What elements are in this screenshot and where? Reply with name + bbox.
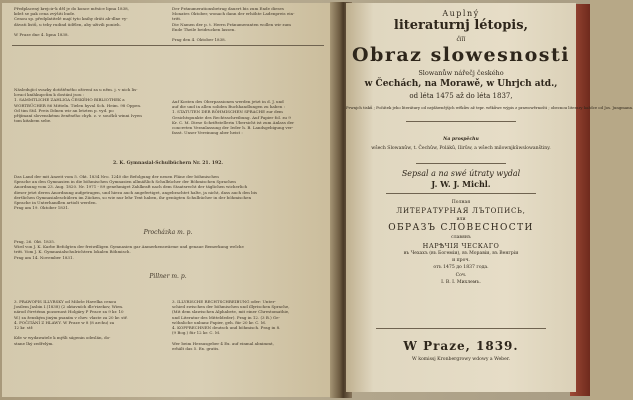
text-line: schied zwischen der böhmischen und illyrischen Sprache, (172, 304, 290, 310)
russian-dialect: НАРѢЧІЯ ЧЕСКАГО (422, 242, 500, 250)
text-line: Wird von J. K. Karbe Befolgten der freiwilligen Gymnasien gar Anmerkenswärme und genaue Bemerkung welche (14, 244, 244, 250)
russian-op: Соч. (455, 273, 467, 278)
divider (416, 163, 506, 164)
russian-author: I. В. I. Михлемъ. (441, 280, 481, 285)
text-line: kdež se pak cena zvýšiti bude. (14, 11, 76, 17)
title-years: od léta 1475 až do léta 1837, (409, 92, 513, 100)
printer: W komissj Kronbergrowy wdowy a Weber. (412, 357, 510, 362)
text-line: 1. STATUTEN DER BÖHMISCHEN SPRACHE zur dem (172, 109, 283, 115)
text-line: Prag am 19. Oktober 1831. (14, 205, 70, 211)
text-line: 4. KOPFRECHNEN deutsch und böhmisch. Prag in 8. (172, 325, 281, 331)
text-line: Anordnung vom 23. Aug. 1820. Nr. 1971 - 89 genehmiget Zahlkraft nach dem Staatsrecht der täglichen wicherlich (14, 184, 248, 190)
text-line: Monates Oktober, wonach dann der erhöhte Ladenpreis ein- (172, 11, 295, 17)
title-subtitle: Slowanůw nářečj českého (418, 69, 504, 77)
notice-top-right (172, 6, 322, 42)
prochazka-signature: Procházka m. p. (143, 229, 193, 236)
text-line: (Mit dem slawischen Alphabete, mit einer Chrestomathie, (172, 309, 290, 315)
text-line: dieser jetzt deren Anordnung aufgetragen, und hiezu auch angefertiget, angebrachtet halte, ja nicht, dass auch den bis (14, 189, 258, 195)
title-literary-chronicle: literaturnj létopis, (393, 18, 529, 33)
text-line: dávati listů, u teby rudind üdělen, aby uživili ponieh. (14, 21, 121, 27)
text-line: lovací knihkupcům k dostání jsou : (14, 92, 85, 98)
pillner-signature: Pillner m. p. (149, 273, 187, 280)
russian-or: или (456, 217, 466, 222)
divider (12, 45, 324, 46)
text-line: we wýpis z prawowěrnošti ; obecnou literary každce od Jos. Jungmann. (496, 105, 633, 110)
divider (376, 328, 546, 329)
text-line: W.) za ženským jiným psaním v chev. vlaste za 20 kr. stř. (14, 314, 128, 320)
author-name: J. W. J. Michl. (431, 179, 491, 189)
text-line: 3. ILLYRISCHE RECHTSCHREIBUNG oder: Unter- (172, 299, 276, 304)
text-line: Gesichtspunkte des Rechtsschreibung. Auf Papier fol. zu 9 (172, 114, 291, 120)
text-line: Das Land der mit Anzeit vom 5. Okt. 1834 Nro. 1240 die Befolgung der neuen Pläne der böhmischen (14, 174, 219, 179)
place-and-year: W Praze, 1839. (403, 339, 519, 353)
title-aplny: Auplný (442, 9, 480, 18)
text-line: und Literatur des Mitteldeder). Prag in 12. (3 B.) Ge- (172, 314, 280, 320)
title-regions: w Čechách, na Morawě, w Uhrjch atd., (364, 79, 558, 89)
text-line: wšech Slowanůw, t. Čechůw, Poláků, Ilirůw, a wšech milownjkůw (371, 146, 523, 151)
notice-top-left (14, 6, 164, 37)
text-line: Auf Kosten des Oberpassionen werden jetzt in d. J. und (172, 99, 284, 104)
for-benefit-label: Na prospěchu (443, 137, 479, 142)
text-line: Předplacený krejcir-k děl je do konce měsíce lipna 1838, (14, 6, 129, 11)
text-line: Die Namen der p. t. Herrn Pränumeranten wollen wir zum (172, 21, 291, 27)
text-line: Der Pränumerationsbetrag dauert bis zum Ende dieses (172, 6, 284, 11)
title-or: čili (456, 36, 466, 43)
russian-chronicle: ЛИТЕРАТУРНАЯ ЛЪТОПИСЬ, (396, 207, 526, 215)
gymnasium-notice (14, 174, 324, 210)
text-line: 3. PRAWOPIS ILLYRSKY od Miloše Havelka cenou (14, 299, 117, 304)
text-line: WORTBÜCHER 86 Mitteln. Tielen hyval Sch. Heim. 98 Oppen. (14, 102, 142, 108)
text-line: 1. SAMMTLICHE ZAHLIGA ČESKÉHO BIBLIOTHEK a (14, 97, 125, 103)
text-line: 12 kr. stř. (14, 325, 34, 331)
text-line: W Praze dne 4. lipna 1838. (14, 32, 69, 38)
publications-left (14, 299, 164, 346)
title-main: Obraz slowesnosti (352, 44, 570, 66)
text-line: Cenou sp. předplatitelé mají tyto knihy dráti ab-dlne vy- (14, 16, 128, 22)
text-line: Sprache in Unterhandlen artiolt werden. (14, 200, 97, 206)
text-line: (9 Bog.) für 12 kr. C. M. (172, 330, 221, 336)
title-description (346, 105, 633, 110)
announcement-right (172, 99, 322, 135)
russian-slavs: славянъ (451, 235, 471, 240)
divider (386, 193, 536, 194)
text-line: slowanštiny. (522, 146, 551, 151)
russian-regions: въ Чехахъ (въ Богеміи), въ Моравіи, въ Венгріи (403, 251, 519, 256)
divider (406, 121, 516, 122)
publications-right (172, 299, 322, 351)
text-line: Kde w wydawatele k mýšli ságenin odeslán, do- (14, 335, 111, 341)
text-line: fasst. Unser Vereinung aber heist : (172, 130, 243, 136)
text-line: concreten Veranlassung der Ieder h. B. Landsgebigung ver- (172, 125, 294, 131)
text-line: 4. POČITÁNÍ Z HLAWY. W Praze w 8 (8 archu) za (14, 319, 115, 325)
text-line: wöhnliche unbanz Papier, geh. für 20 kr. C. M. (172, 319, 267, 325)
text-line: stane lhý zedřelým. (14, 340, 54, 346)
russian-full: Полная (451, 200, 471, 205)
text-line: tom kitabem sebe. (14, 118, 52, 124)
text-line: Josilem Jasbin I.(1838) (2 oktavních dle'rizekov, Wien. (14, 304, 124, 310)
text-line: příjímaní slovenskému ženěného chyb. z. v. součků winni Ivyen (14, 113, 142, 119)
text-line: tritt. (172, 16, 182, 22)
school-notice (14, 239, 324, 260)
text-line: Od tim Stil. Preis Ddnen wir an letzten p. vyd. po (14, 107, 114, 113)
russian-image: ОБРАЗЪ СЛОВЕСНОСТИ (388, 223, 534, 233)
title-page (346, 3, 633, 392)
text-line: Prag den 4. Oktober 1838. (172, 37, 226, 43)
for-benefit-text (346, 146, 576, 152)
left-page (2, 3, 334, 397)
text-line: Wer beim Herausgeber 4 Ex. auf einmal abnimmt, (172, 340, 274, 346)
text-line: Kr. C. M. Diese Schriftstellerin Ubersicht ist zum Anlass der (172, 119, 295, 125)
text-line: erhält das 5. Ex. gratis. (172, 345, 220, 351)
text-line: Ende Theile beidrucken lassen. (172, 26, 236, 32)
text-line: Prwnjch tisků ; Počátek jeho literátury od nejdáwnějšjch wěkůw až tepr. wěků (346, 105, 497, 110)
text-line: Prag am 14. November 1831. (14, 254, 74, 260)
russian-etc: и проч. (452, 258, 470, 263)
text-line: Prag, 26. Okt. 1835. (14, 239, 56, 244)
text-line: auf die und in allen soliden Buchhandlungen zu haben : (172, 104, 285, 110)
announcement-left (14, 87, 164, 123)
notice-heading: 2. K. Gymnasial-Schulbüchern Nr. 21. 192. (112, 161, 223, 166)
text-line: národ čtrvtému pozornost Holgáry P Prace za 9 kr. 10 (14, 309, 124, 315)
text-line: Sprache an den Gymnasien in die böhmischen Gymnasien allmäßlich Schulbücher der Böhmischen Sprachen (14, 179, 236, 185)
text-line: Následující svazky dotištěného oživení za u něm. j. v nich lis- (14, 87, 138, 92)
text-line: tritt. Vom J. K. Gymnasialschulrichtern lokalen Böhmisch. (14, 249, 131, 255)
russian-years: отъ 1475 до 1837 года. (433, 265, 489, 270)
compiled-by: Sepsal a na swé útraty wydal (401, 169, 521, 178)
text-line: dertlichen Gymnasialeschülern im Zücken, so wie nur lehr Text haben, ihr genügten Schulbücher in der böhmischen (14, 194, 252, 200)
